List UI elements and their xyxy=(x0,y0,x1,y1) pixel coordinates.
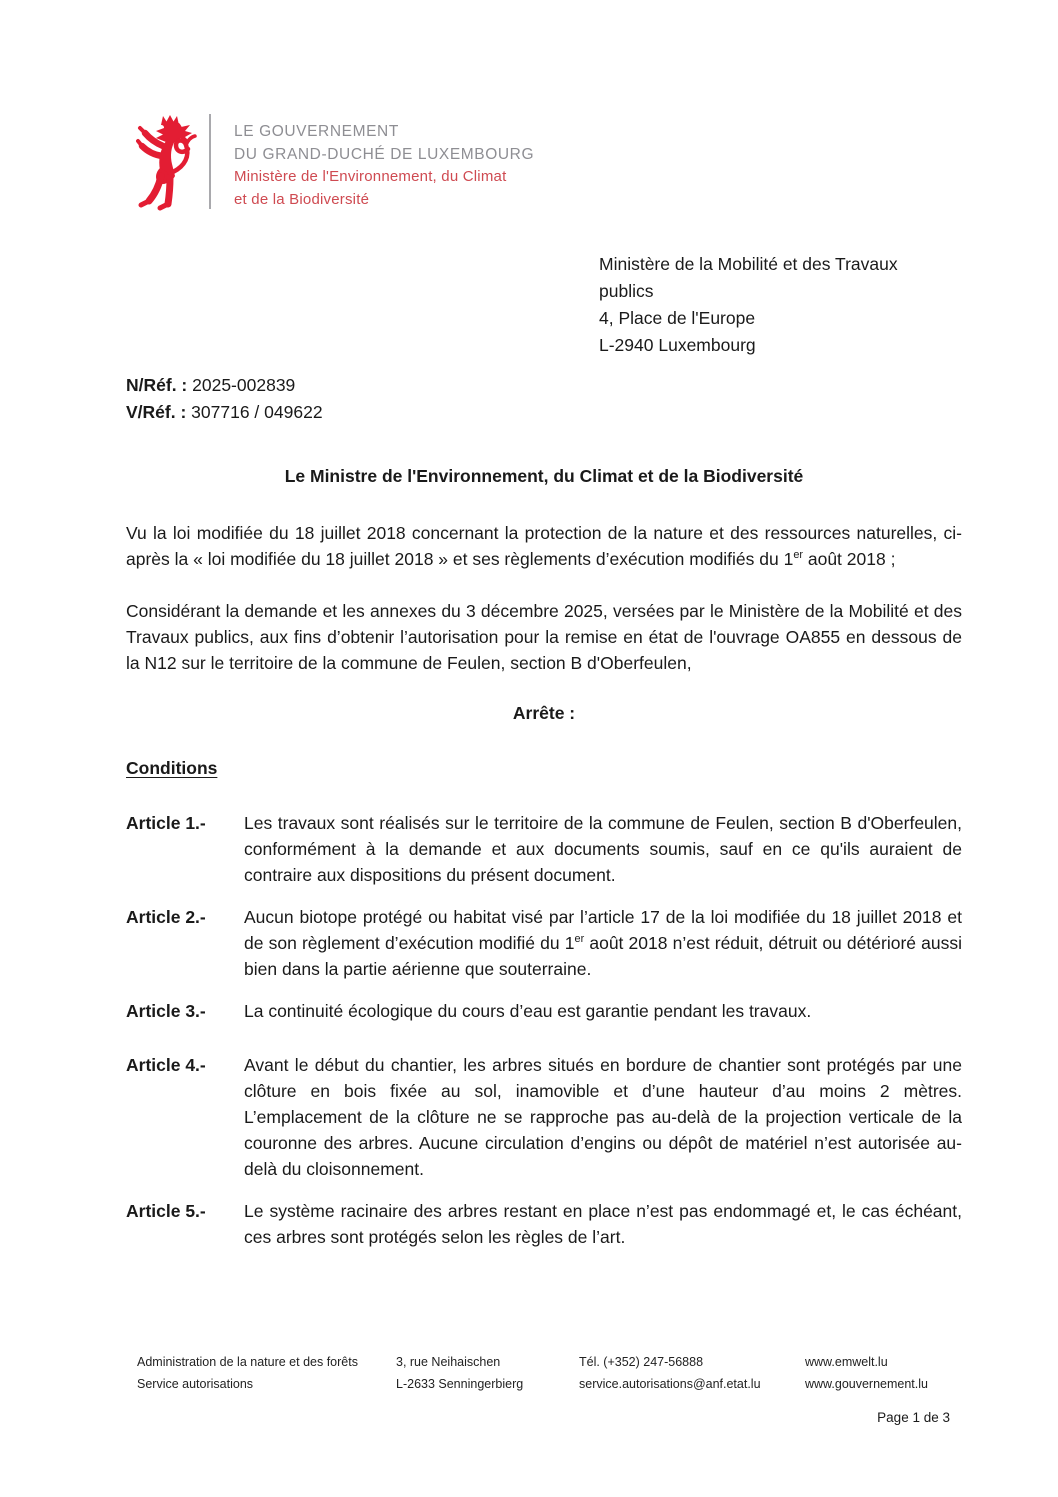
logo-ministry-line: Ministère de l'Environnement, du Climat xyxy=(234,168,507,185)
footer-email: service.autorisations@anf.etat.lu xyxy=(579,1376,761,1391)
letterhead xyxy=(136,114,534,212)
logo-government-line: LE GOUVERNEMENT xyxy=(234,123,399,140)
footer-website-gouvernement: www.gouvernement.lu xyxy=(805,1376,928,1391)
recipient-line: publics xyxy=(599,281,654,301)
conditions-heading: Conditions xyxy=(126,758,218,778)
your-reference-label: V/Réf. : xyxy=(126,401,187,422)
your-reference-value: 307716 / 049622 xyxy=(191,401,323,422)
article-2-text-start: Aucun biotope protégé ou habitat visé par l’article 17 de la loi modifiée du 18 juillet 2018 et de son règlement d’exécution modifié du 1 xyxy=(244,907,962,953)
article-1-row xyxy=(126,810,962,888)
footer-line: Administration de la nature et des forêts xyxy=(137,1355,358,1369)
footer-websites-column xyxy=(805,1352,950,1395)
article-4-text: Avant le début du chantier, les arbres situés en bordure de chantier sont protégés par une clôture en bois fixée au sol, inamovible et d’une hauteur d’au moins 2 mètres. L’emplacement de la clôture ne se rapproche pas au-delà de la projection verticale de la couronne des arbres. Aucune circulation d’engins ou dépôt de matériel n’est autorisée au-delà du cloisonnement. xyxy=(244,1055,962,1179)
article-5-text: Le système racinaire des arbres restant en place n’est pas endommagé et, le cas échéant, ces arbres sont protégés selon les règles de l’art. xyxy=(244,1201,962,1247)
footer-line: Service autorisations xyxy=(137,1376,254,1391)
article-4-label: Article 4.- xyxy=(126,1055,206,1075)
luxembourg-lion-icon xyxy=(136,114,198,212)
logo-duchy-line: DU GRAND-DUCHÉ DE LUXEMBOURG xyxy=(234,145,535,163)
arrete-heading: Arrête : xyxy=(512,703,576,723)
our-reference-value: 2025-002839 xyxy=(192,375,296,395)
paragraph-vu-text-end: août 2018 ; xyxy=(803,549,896,569)
document-title: Le Ministre de l'Environnement, du Climat et de la Biodiversité xyxy=(284,466,804,486)
paragraph-considerant: Considérant la demande et les annexes du 3 décembre 2025, versées par le Ministère de la Mobilité et des Travaux publics, aux fins d’obtenir l’autorisation pour la remise en état de l'ouvrage OA855 en dessous de la N12 sur le territoire de la commune de Feulen, section B d'Oberfeulen, xyxy=(126,601,962,673)
logo-divider xyxy=(209,114,211,209)
article-3-row xyxy=(126,998,962,1024)
page-number: Page 1 de 3 xyxy=(877,1410,950,1425)
footer-address-column xyxy=(396,1352,579,1395)
our-reference xyxy=(126,372,323,399)
article-3-label: Article 3.- xyxy=(126,1001,206,1021)
document-body xyxy=(126,520,962,1266)
your-reference xyxy=(126,399,323,426)
footer-website-emwelt: www.emwelt.lu xyxy=(805,1355,888,1369)
article-1-text: Les travaux sont réalisés sur le territoire de la commune de Feulen, section B d'Oberfeulen, conformément à la demande et aux documents soumis, sauf en ce qu'ils auraient de contraire aux dispositions du présent document. xyxy=(244,813,962,885)
recipient-address xyxy=(599,251,898,359)
article-5-label: Article 5.- xyxy=(126,1201,206,1221)
article-2-label: Article 2.- xyxy=(126,907,206,927)
page-footer xyxy=(137,1352,950,1395)
logo-ministry-line-2: et de la Biodiversité xyxy=(234,190,370,208)
reference-block xyxy=(126,372,323,425)
recipient-line: 4, Place de l'Europe xyxy=(599,308,756,328)
paragraph-vu-text: Vu la loi modifiée du 18 juillet 2018 concernant la protection de la nature et des ressources naturelles, ci-après la « loi modifiée du 18 juillet 2018 » et ses règlements d’exécution modifiés du 1 xyxy=(126,523,962,569)
article-2-row xyxy=(126,904,962,982)
article-5-row xyxy=(126,1198,962,1250)
footer-phone: Tél. (+352) 247-56888 xyxy=(579,1355,704,1369)
recipient-line: L-2940 Luxembourg xyxy=(599,335,756,355)
paragraph-vu xyxy=(126,520,962,572)
superscript-er: er xyxy=(574,933,585,946)
article-1-label: Article 1.- xyxy=(126,813,206,833)
footer-administration-column xyxy=(137,1352,396,1395)
article-2-text-end: août 2018 n’est réduit, détruit ou détérioré aussi bien dans la partie aérienne que souterraine. xyxy=(244,933,963,979)
our-reference-label: N/Réf. : xyxy=(126,375,188,395)
superscript-er: er xyxy=(793,549,803,562)
articles-list xyxy=(126,810,962,1250)
footer-line: 3, rue Neihaischen xyxy=(396,1355,501,1369)
logo-wordmark xyxy=(234,114,534,211)
article-3-text: La continuité écologique du cours d’eau est garantie pendant les travaux. xyxy=(244,1001,812,1021)
footer-line: L-2633 Senningerbierg xyxy=(396,1376,524,1391)
footer-contact-column xyxy=(579,1352,805,1395)
article-4-row xyxy=(126,1052,962,1182)
recipient-line: Ministère de la Mobilité et des Travaux xyxy=(599,254,898,274)
article-2-text xyxy=(244,904,962,982)
